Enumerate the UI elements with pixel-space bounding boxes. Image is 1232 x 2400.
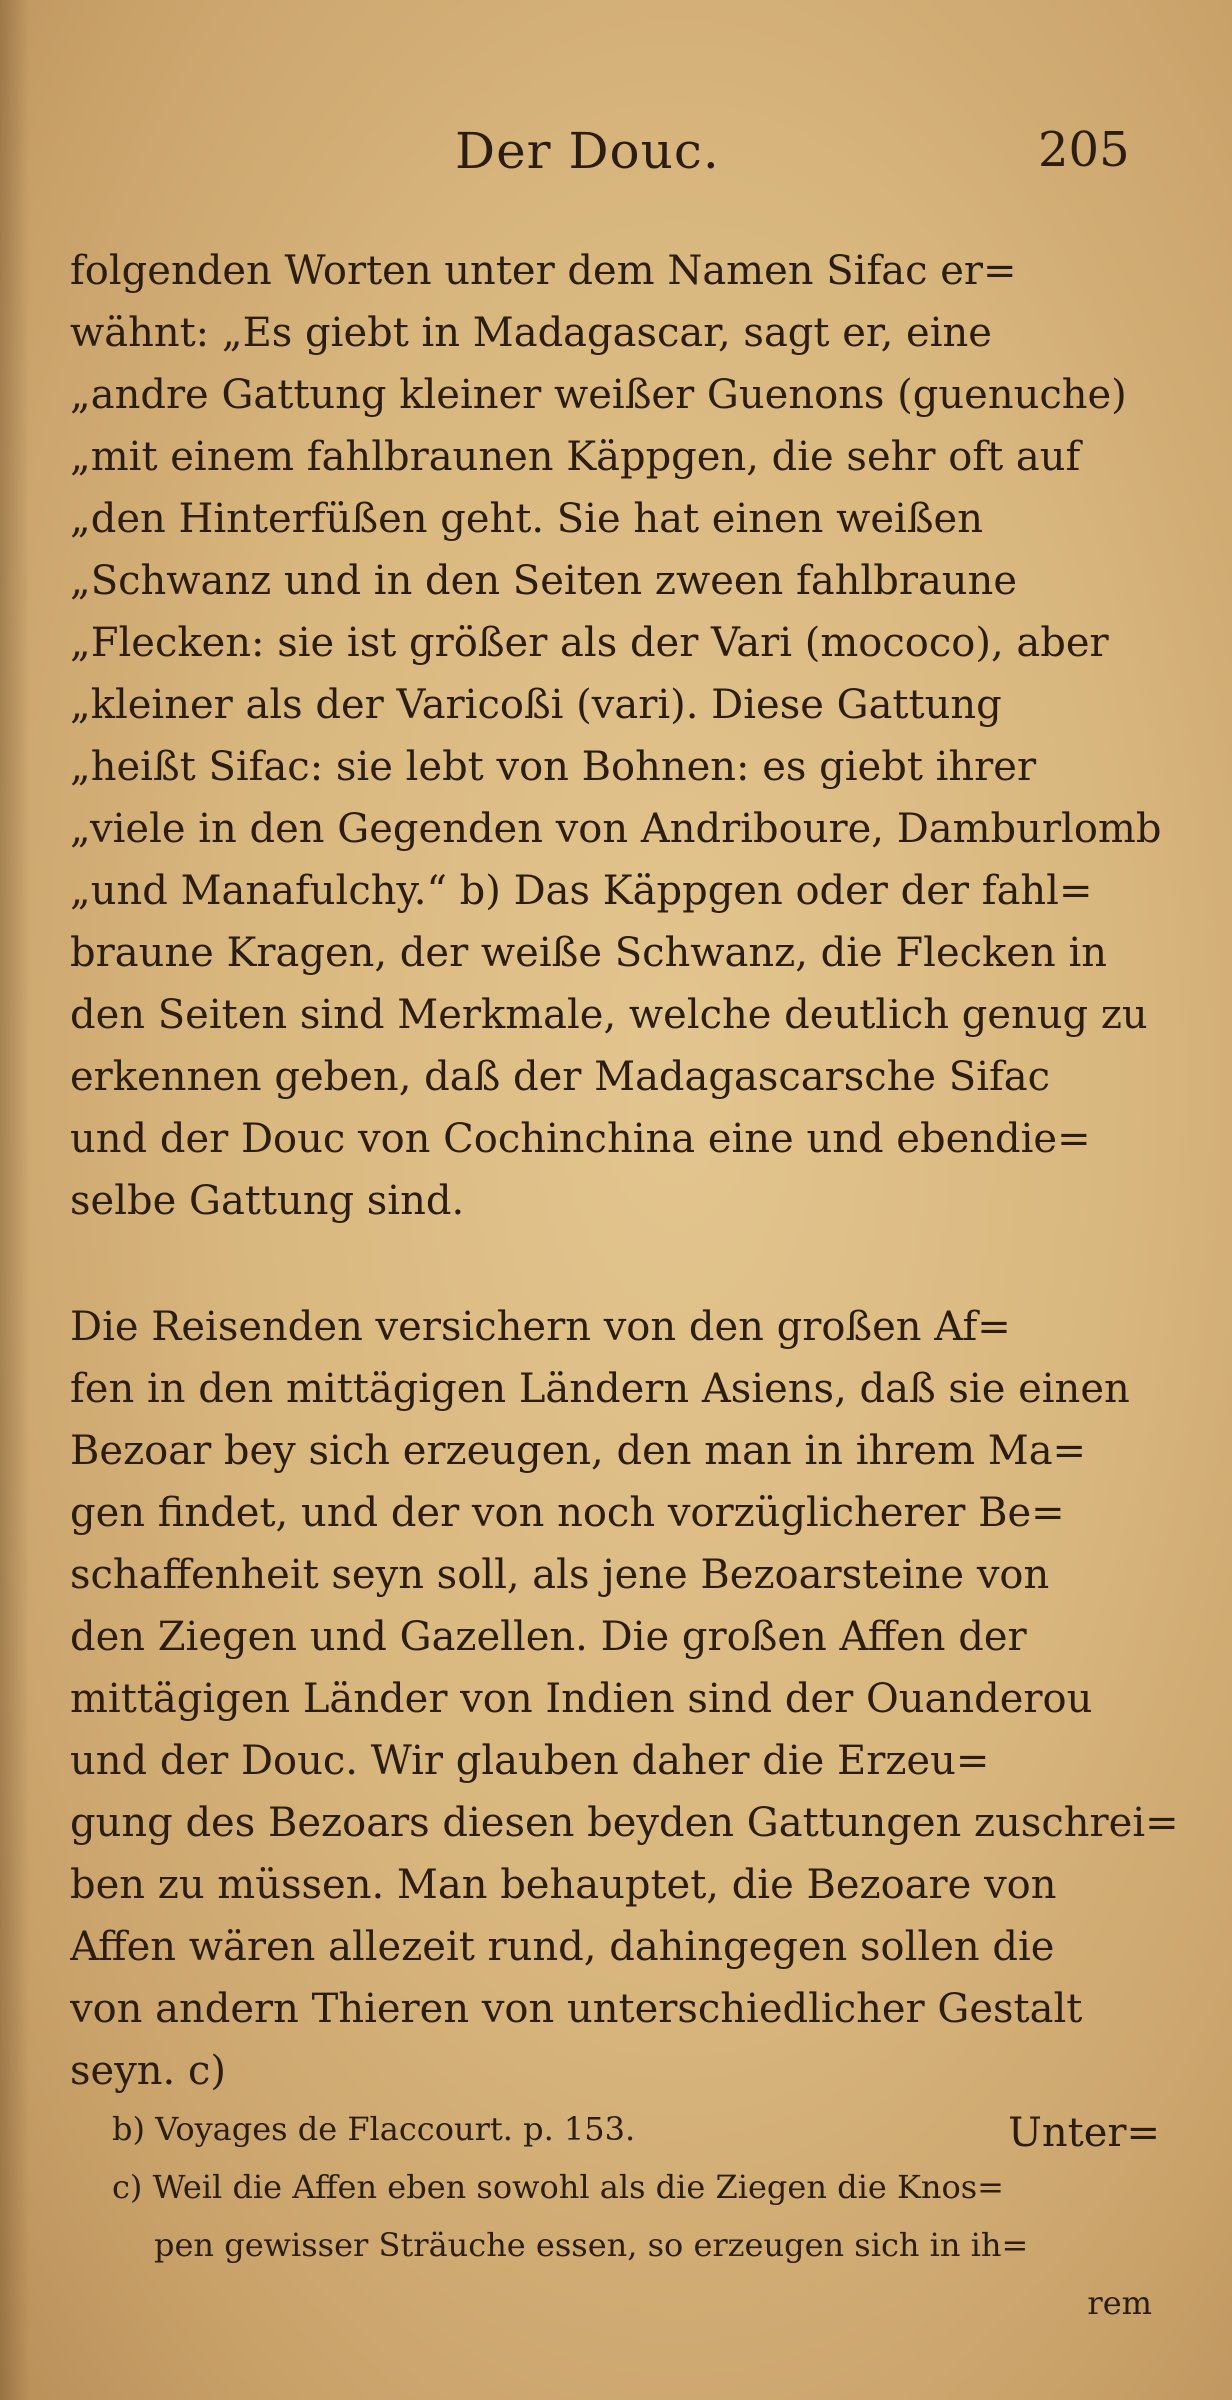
text-line: Affen wären allezeit rund, dahingegen sollen die [70,1924,1055,1970]
footnotes [112,2100,1172,2332]
text-line: „und Manafulchy.“ b) Das Käppgen oder der fahl= [70,868,1093,914]
text-line: seyn. c) [70,2048,226,2094]
paragraph-1 [70,240,1180,1232]
text-line: gung des Bezoars diesen beyden Gattungen zuschrei= [70,1800,1179,1846]
catchword: Unter= [1008,2110,1160,2156]
running-head: Der Douc. [455,122,720,180]
paragraph-2 [70,1296,1180,2102]
text-line: und der Douc von Cochinchina eine und ebendie= [70,1116,1091,1162]
text-line: schaffenheit seyn soll, als jene Bezoarsteine von [70,1552,1050,1598]
text-line: „mit einem fahlbraunen Käppgen, die sehr oft auf [70,434,1081,480]
text-line: mittägigen Länder von Indien sind der Ouanderou [70,1676,1093,1722]
text-line: „andre Gattung kleiner weißer Guenons (guenuche) [70,372,1127,418]
text-line: „Schwanz und in den Seiten zween fahlbraune [70,558,1017,604]
text-line: von andern Thieren von unterschiedlicher Gestalt [70,1986,1083,2032]
text-line: braune Kragen, der weiße Schwanz, die Flecken in [70,930,1107,976]
footnote-b: b) Voyages de Flaccourt. p. 153. [112,2110,636,2148]
text-line: und der Douc. Wir glauben daher die Erzeu= [70,1738,990,1784]
text-line: „den Hinterfüßen geht. Sie hat einen weißen [70,496,983,542]
gutter-shadow [0,0,30,2400]
text-line: Die Reisenden versichern von den großen Af= [70,1304,1011,1350]
footnote-c-line: rem [1087,2284,1152,2322]
footnote-c-line: c) Weil die Affen eben sowohl als die Ziegen die Knos= [112,2168,1004,2206]
text-line: „kleiner als der Varicoßi (vari). Diese Gattung [70,682,1002,728]
paragraph-gap [70,1232,1180,1296]
text-line: „Flecken: sie ist größer als der Vari (mococo), aber [70,620,1109,666]
page-header [0,122,1232,192]
page-number: 205 [1038,122,1130,178]
text-line: ben zu müssen. Man behauptet, die Bezoare von [70,1862,1057,1908]
text-line: selbe Gattung sind. [70,1178,465,1224]
text-line: fen in den mittägigen Ländern Asiens, daß sie einen [70,1366,1130,1412]
text-line: „heißt Sifac: sie lebt von Bohnen: es giebt ihrer [70,744,1037,790]
text-line: Bezoar bey sich erzeugen, den man in ihrem Ma= [70,1428,1087,1474]
text-line: wähnt: „Es giebt in Madagascar, sagt er, eine [70,310,992,356]
text-line: gen findet, und der von noch vorzüglicherer Be= [70,1490,1065,1536]
text-line: den Seiten sind Merkmale, welche deutlich genug zu [70,992,1148,1038]
body-text [70,240,1180,2164]
footnote-c-line: pen gewisser Sträuche essen, so erzeugen sich in ih= [154,2226,1029,2264]
text-line: erkennen geben, daß der Madagascarsche Sifac [70,1054,1051,1100]
text-line: folgenden Worten unter dem Namen Sifac er= [70,248,1017,294]
text-line: „viele in den Gegenden von Andriboure, Damburlomb [70,806,1162,852]
text-line: den Ziegen und Gazellen. Die großen Affen der [70,1614,1027,1660]
